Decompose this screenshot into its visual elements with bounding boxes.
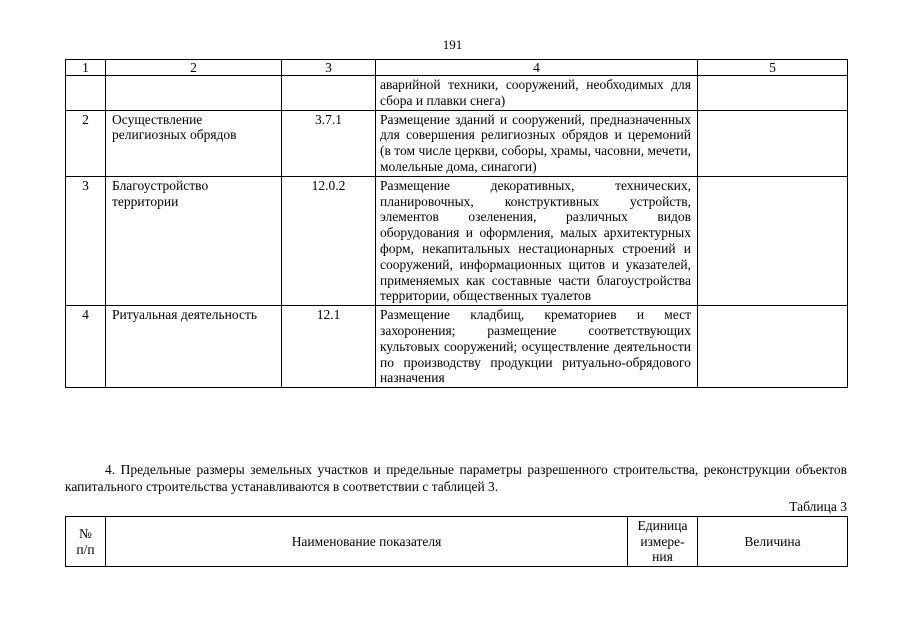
note-cell — [698, 76, 848, 111]
use-type-description: Размещение декоративных, технических, планировочных, конструктивных устройств, элементов озеленения, различных видов оборудования и оформления, малых архитектурных форм, некапитальных нестационарных строений и сооружений, информационных щитов и указателей, применяемых как составные части благоустройства территории, общественных туалетов — [376, 176, 698, 305]
note-cell — [698, 176, 848, 305]
row-number: 2 — [66, 110, 106, 176]
table-row — [66, 306, 848, 388]
land-use-table — [65, 59, 848, 388]
paragraph-4: 4. Предельные размеры земельных участков и предельные параметры разрешенного строительства, реконструкции объектов капитального строительства устанавливаются в соответствии с таблицей 3. — [65, 462, 847, 494]
use-type-code — [282, 76, 376, 111]
column-unit-label-3: ния — [652, 549, 673, 565]
column-number-label-1: № — [79, 526, 92, 541]
use-type-name: Осуществление религиозных обрядов — [106, 110, 282, 176]
column-unit-header — [628, 517, 698, 567]
page-number: 191 — [442, 37, 463, 52]
row-number: 4 — [66, 306, 106, 388]
note-cell — [698, 110, 848, 176]
use-type-code: 12.0.2 — [282, 176, 376, 305]
column-number-label-2: п/п — [76, 541, 95, 557]
use-type-code: 12.1 — [282, 306, 376, 388]
table-header-row — [66, 60, 848, 76]
use-type-description: Размещение зданий и сооружений, предназначенных для совершения религиозных обрядов и церемоний (в том числе церкви, соборы, храмы, часовни, мечети, молельные дома, синагоги) — [376, 110, 698, 176]
row-number — [66, 76, 106, 111]
column-unit-label-1: Единица — [637, 518, 688, 534]
column-unit-label-2: измере- — [640, 533, 685, 549]
table-3-caption: Таблица 3 — [789, 499, 847, 514]
header-cell: 5 — [698, 60, 848, 76]
header-cell: 2 — [106, 60, 282, 76]
use-type-name: Ритуальная деятельность — [106, 306, 282, 388]
table-row — [66, 176, 848, 305]
column-value-header: Величина — [698, 517, 848, 567]
table-3-header-row — [66, 517, 848, 567]
header-cell: 3 — [282, 60, 376, 76]
use-type-description: Размещение кладбищ, крематориев и мест захоронения; размещение соответствующих культовых сооружений; осуществление деятельности по производству продукции ритуально-обрядового назначения — [376, 306, 698, 388]
table-row — [66, 110, 848, 176]
header-cell: 1 — [66, 60, 106, 76]
table-row — [66, 76, 848, 111]
column-number-header — [66, 517, 106, 567]
use-type-code: 3.7.1 — [282, 110, 376, 176]
row-number: 3 — [66, 176, 106, 305]
note-cell — [698, 306, 848, 388]
use-type-name: Благоустройство территории — [106, 176, 282, 305]
table-3 — [65, 516, 848, 567]
use-type-description: аварийной техники, сооружений, необходимых для сбора и плавки снега) — [376, 76, 698, 111]
header-cell: 4 — [376, 60, 698, 76]
use-type-name — [106, 76, 282, 111]
column-indicator-header: Наименование показателя — [106, 517, 628, 567]
